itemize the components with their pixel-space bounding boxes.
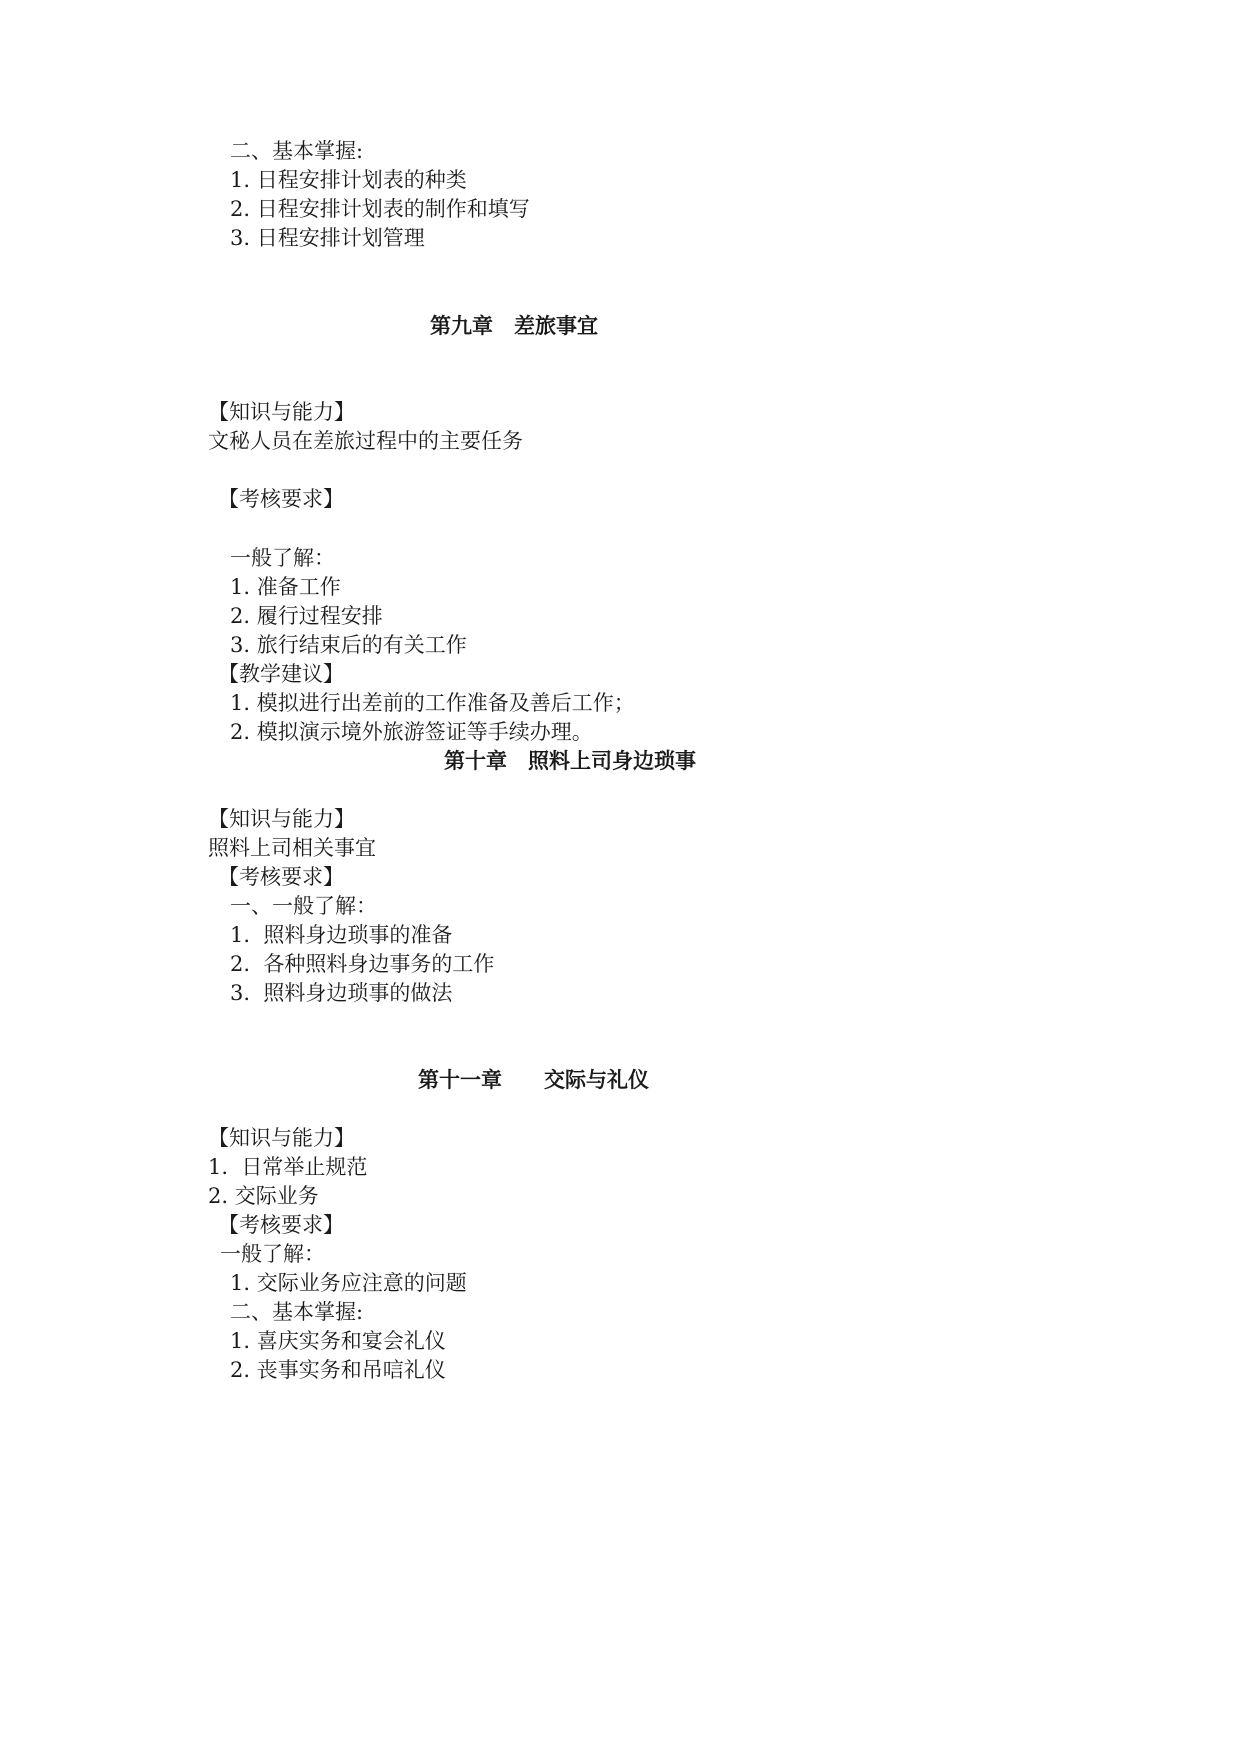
list-item: 3. 日程安排计划管理 bbox=[230, 226, 425, 250]
chapter10-knowledge-label: 【知识与能力】 bbox=[208, 807, 355, 831]
chapter10-assessment-label: 【考核要求】 bbox=[218, 865, 344, 889]
list-item: 1. 照料身边琐事的准备 bbox=[230, 923, 453, 947]
chapter9-title: 第九章 差旅事宜 bbox=[430, 314, 598, 338]
list-item: 1. 模拟进行出差前的工作准备及善后工作； bbox=[230, 691, 635, 715]
chapter10-general-heading: 一、一般了解： bbox=[230, 894, 377, 918]
chapter9-knowledge-label: 【知识与能力】 bbox=[208, 400, 355, 424]
list-item: 2. 模拟演示境外旅游签证等手续办理。 bbox=[230, 720, 593, 744]
list-item: 1. 日常举止规范 bbox=[208, 1155, 368, 1179]
chapter11-assessment-label: 【考核要求】 bbox=[218, 1213, 344, 1237]
chapter11-title: 第十一章 交际与礼仪 bbox=[418, 1068, 649, 1092]
chapter11-basic-mastery-heading: 二、基本掌握: bbox=[230, 1300, 364, 1324]
list-item: 2. 丧事实务和吊唁礼仪 bbox=[230, 1358, 446, 1382]
list-item: 1. 日程安排计划表的种类 bbox=[230, 168, 467, 192]
basic-mastery-heading: 二、基本掌握: bbox=[230, 139, 364, 163]
list-item: 1. 喜庆实务和宴会礼仪 bbox=[230, 1329, 446, 1353]
chapter9-teaching-label: 【教学建议】 bbox=[218, 662, 344, 686]
list-item: 1. 交际业务应注意的问题 bbox=[230, 1271, 467, 1295]
chapter10-title: 第十章 照料上司身边琐事 bbox=[444, 749, 696, 773]
list-item: 3. 旅行结束后的有关工作 bbox=[230, 633, 467, 657]
chapter11-knowledge-label: 【知识与能力】 bbox=[208, 1126, 355, 1150]
chapter9-knowledge-text: 文秘人员在差旅过程中的主要任务 bbox=[208, 429, 523, 453]
list-item: 2. 履行过程安排 bbox=[230, 604, 383, 628]
chapter11-general-heading: 一般了解： bbox=[220, 1242, 325, 1266]
chapter9-general-heading: 一般了解： bbox=[230, 546, 335, 570]
list-item: 3. 照料身边琐事的做法 bbox=[230, 981, 453, 1005]
list-item: 1. 准备工作 bbox=[230, 575, 341, 599]
chapter9-assessment-label: 【考核要求】 bbox=[218, 487, 344, 511]
list-item: 2. 交际业务 bbox=[208, 1184, 319, 1208]
list-item: 2. 各种照料身边事务的工作 bbox=[230, 952, 495, 976]
chapter10-knowledge-text: 照料上司相关事宜 bbox=[208, 836, 376, 860]
list-item: 2. 日程安排计划表的制作和填写 bbox=[230, 197, 530, 221]
